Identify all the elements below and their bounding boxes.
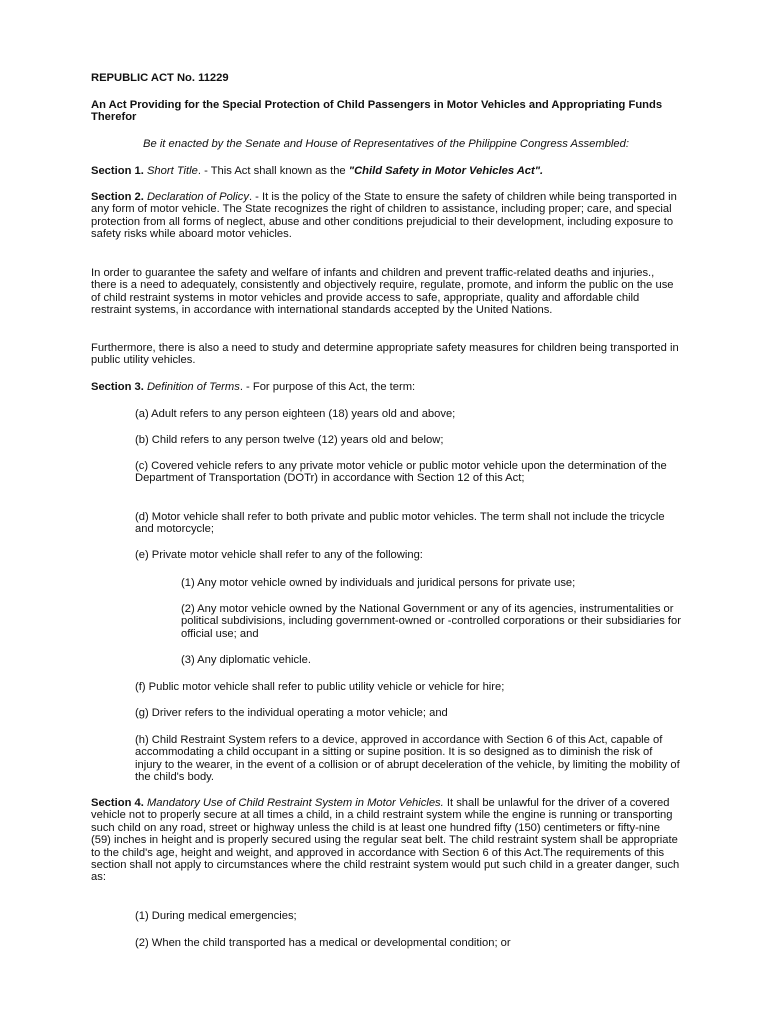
section-2-paragraph-2: In order to guarantee the safety and welfare of infants and children and prevent traffic-related deaths and injuries., there is a need to adequately, consistently and objectively require, regulate, promote, and inform the public on the use of child restraint systems in motor vehicles and provide access to safe, appropriate, quality and affordable child restraint systems, in accordance with international standards accepted by the United Nations. <box>91 267 674 317</box>
section-4-heading: Mandatory Use of Child Restraint System in Motor Vehicles. <box>146 797 444 809</box>
section-1-heading: Short Title <box>146 165 198 177</box>
definition-e-item-2: (2) Any motor vehicle owned by the National Government or any of its agencies, instrumentalities or political subdivisions, including government-owned or -controlled corporations or their subsidiaries for official use; and <box>181 603 681 640</box>
section-2-heading: Declaration of Policy <box>146 191 249 203</box>
section-2-label: Section 2. <box>91 191 144 203</box>
definition-b: (b) Child refers to any person twelve (12) years old and below; <box>135 434 444 446</box>
definition-a: (a) Adult refers to any person eighteen (18) years old and above; <box>135 408 456 420</box>
definition-e: (e) Private motor vehicle shall refer to any of the following: <box>135 549 423 561</box>
section-3-text: . - For purpose of this Act, the term: <box>239 381 416 393</box>
definition-e-item-1: (1) Any motor vehicle owned by individuals and juridical persons for private use; <box>181 577 576 589</box>
section-1 <box>91 165 681 177</box>
section-1-act-name: "Child Safety in Motor Vehicles Act". <box>348 165 544 177</box>
section-4-label: Section 4. <box>91 797 144 809</box>
section-2-paragraph-3: Furthermore, there is also a need to study and determine appropriate safety measures for children being transported in public utility vehicles. <box>91 342 679 367</box>
section-4-text: It shall be unlawful for the driver of a covered vehicle not to properly secure at all times a child, in a child restraint system while the engine is running or transporting such child on any road, street or highway unless the child is at least one hundred fifty (150) centimeters or fifty-nine (59) inches in height and is properly secured using the regular seat belt. The child restraint system shall be appropriate to the child's age, height and weight, and approved in accordance with Section 6 of this Act.The requirements of this section shall not apply to circumstances where the child restraint system would put such child in a greater danger, such as: <box>91 797 680 884</box>
section-1-label: Section 1. <box>91 165 144 177</box>
exception-2: (2) When the child transported has a medical or developmental condition; or <box>135 937 511 949</box>
definition-f: (f) Public motor vehicle shall refer to public utility vehicle or vehicle for hire; <box>135 681 505 693</box>
section-3-heading: Definition of Terms <box>146 381 240 393</box>
section-4 <box>91 797 681 884</box>
definition-h: (h) Child Restraint System refers to a device, approved in accordance with Section 6 of this Act, capable of accommodating a child occupant in a sitting or supine position. It is so designed as to diminish the risk of injury to the wearer, in the event of a collision or of abrupt deceleration of the vehicle, by limiting the mobility of the child's body. <box>135 734 680 784</box>
section-3 <box>91 381 681 393</box>
act-title: An Act Providing for the Special Protection of Child Passengers in Motor Vehicles and Appropriating Funds Therefor <box>91 99 663 124</box>
section-2-text: . - It is the policy of the State to ensure the safety of children while being transported in any form of motor vehicle. The State recognizes the right of children to assistance, including proper; care, and special protection from all forms of neglect, abuse and other conditions prejudicial to their development, including exposure to safety risks while aboard motor vehicles. <box>91 191 677 241</box>
definition-e-item-3: (3) Any diplomatic vehicle. <box>181 654 311 666</box>
section-1-text: . - This Act shall known as the <box>197 165 349 177</box>
act-number: REPUBLIC ACT No. 11229 <box>91 72 229 84</box>
enacting-clause: Be it enacted by the Senate and House of Representatives of the Philippine Congress Assembled: <box>143 138 629 150</box>
exception-1: (1) During medical emergencies; <box>135 910 297 922</box>
section-2 <box>91 191 681 241</box>
definition-c: (c) Covered vehicle refers to any private motor vehicle or public motor vehicle upon the determination of the Department of Transportation (DOTr) in accordance with Section 12 of this Act; <box>135 460 667 485</box>
definition-g: (g) Driver refers to the individual operating a motor vehicle; and <box>135 707 448 719</box>
section-3-label: Section 3. <box>91 381 144 393</box>
definition-d: (d) Motor vehicle shall refer to both private and public motor vehicles. The term shall not include the tricycle and motorcycle; <box>135 511 665 536</box>
